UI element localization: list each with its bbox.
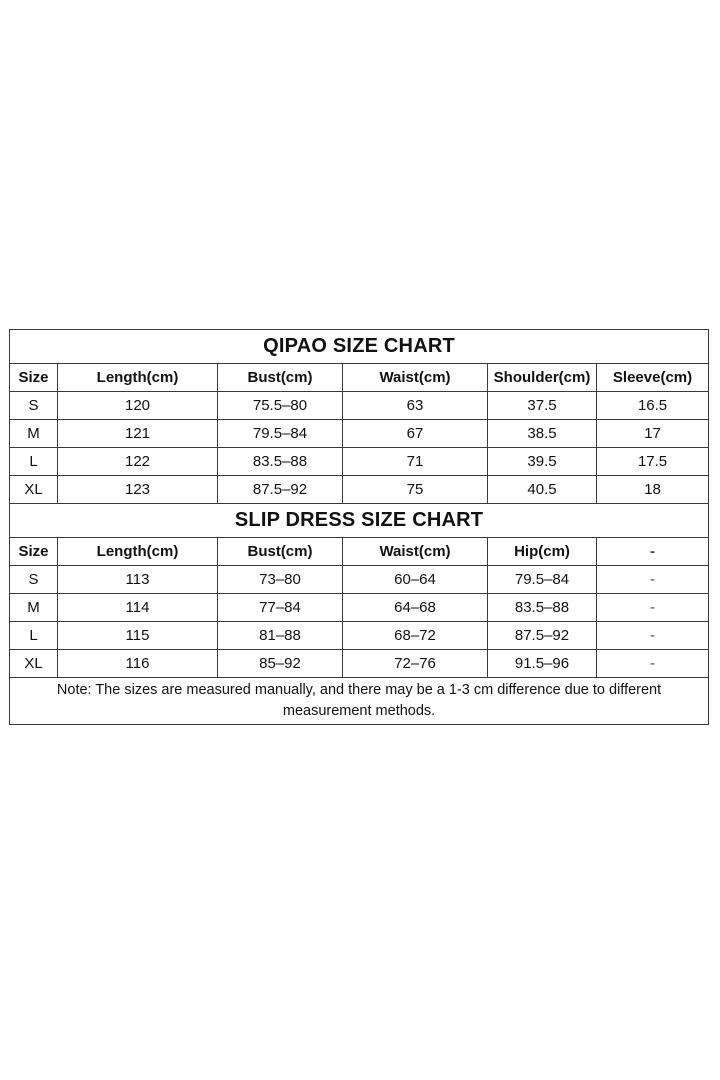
table-cell: 73–80 — [218, 566, 343, 594]
table-cell: 87.5–92 — [488, 622, 597, 650]
table-cell: 68–72 — [343, 622, 488, 650]
empty-cell-dash: - — [597, 650, 709, 678]
column-header: Waist(cm) — [343, 364, 488, 392]
measurement-note: Note: The sizes are measured manually, and there may be a 1-3 cm difference due to different measurement methods. — [10, 678, 709, 725]
table-cell: 87.5–92 — [218, 476, 343, 504]
column-header: Sleeve(cm) — [597, 364, 709, 392]
table-cell: M — [10, 420, 58, 448]
table-cell: 18 — [597, 476, 709, 504]
table-cell: 72–76 — [343, 650, 488, 678]
slip-dress-header-row — [10, 538, 709, 566]
table-cell: 77–84 — [218, 594, 343, 622]
table-cell: S — [10, 566, 58, 594]
empty-cell-dash: - — [597, 566, 709, 594]
table-cell: 67 — [343, 420, 488, 448]
slip-dress-chart-title: SLIP DRESS SIZE CHART — [10, 504, 709, 538]
column-header: Hip(cm) — [488, 538, 597, 566]
slip-dress-table-row — [10, 594, 709, 622]
table-cell: S — [10, 392, 58, 420]
slip-dress-table-row — [10, 622, 709, 650]
table-cell: 79.5–84 — [488, 566, 597, 594]
table-cell: 39.5 — [488, 448, 597, 476]
qipao-table-row — [10, 476, 709, 504]
slip-dress-table-row — [10, 650, 709, 678]
column-header: Size — [10, 364, 58, 392]
table-cell: 79.5–84 — [218, 420, 343, 448]
qipao-header-row — [10, 364, 709, 392]
table-cell: 122 — [58, 448, 218, 476]
qipao-table-row — [10, 420, 709, 448]
table-cell: M — [10, 594, 58, 622]
slip-dress-title-row — [10, 504, 709, 538]
table-cell: 116 — [58, 650, 218, 678]
qipao-table-row — [10, 392, 709, 420]
qipao-title-row — [10, 330, 709, 364]
table-cell: XL — [10, 476, 58, 504]
table-cell: 16.5 — [597, 392, 709, 420]
column-header: Waist(cm) — [343, 538, 488, 566]
table-cell: 75.5–80 — [218, 392, 343, 420]
column-header: Length(cm) — [58, 364, 218, 392]
table-cell: 114 — [58, 594, 218, 622]
qipao-chart-title: QIPAO SIZE CHART — [10, 330, 709, 364]
table-cell: 121 — [58, 420, 218, 448]
table-cell: 81–88 — [218, 622, 343, 650]
table-cell: 85–92 — [218, 650, 343, 678]
table-cell: 63 — [343, 392, 488, 420]
table-cell: 37.5 — [488, 392, 597, 420]
column-header: Bust(cm) — [218, 538, 343, 566]
table-cell: L — [10, 448, 58, 476]
table-cell: 17.5 — [597, 448, 709, 476]
column-header: Length(cm) — [58, 538, 218, 566]
table-cell: 60–64 — [343, 566, 488, 594]
table-cell: L — [10, 622, 58, 650]
qipao-table-row — [10, 448, 709, 476]
table-cell: 91.5–96 — [488, 650, 597, 678]
table-cell: 120 — [58, 392, 218, 420]
table-cell: 113 — [58, 566, 218, 594]
empty-cell-dash: - — [597, 622, 709, 650]
empty-header-dash: - — [597, 538, 709, 566]
size-chart-table — [9, 329, 709, 725]
table-cell: 71 — [343, 448, 488, 476]
table-cell: 64–68 — [343, 594, 488, 622]
table-cell: 123 — [58, 476, 218, 504]
table-cell: 38.5 — [488, 420, 597, 448]
size-chart — [9, 329, 708, 725]
note-row — [10, 678, 709, 725]
column-header: Shoulder(cm) — [488, 364, 597, 392]
table-cell: 83.5–88 — [488, 594, 597, 622]
table-cell: 40.5 — [488, 476, 597, 504]
slip-dress-table-row — [10, 566, 709, 594]
table-cell: 115 — [58, 622, 218, 650]
column-header: Size — [10, 538, 58, 566]
table-cell: XL — [10, 650, 58, 678]
size-chart-body — [10, 330, 709, 725]
table-cell: 75 — [343, 476, 488, 504]
table-cell: 83.5–88 — [218, 448, 343, 476]
column-header: Bust(cm) — [218, 364, 343, 392]
table-cell: 17 — [597, 420, 709, 448]
empty-cell-dash: - — [597, 594, 709, 622]
